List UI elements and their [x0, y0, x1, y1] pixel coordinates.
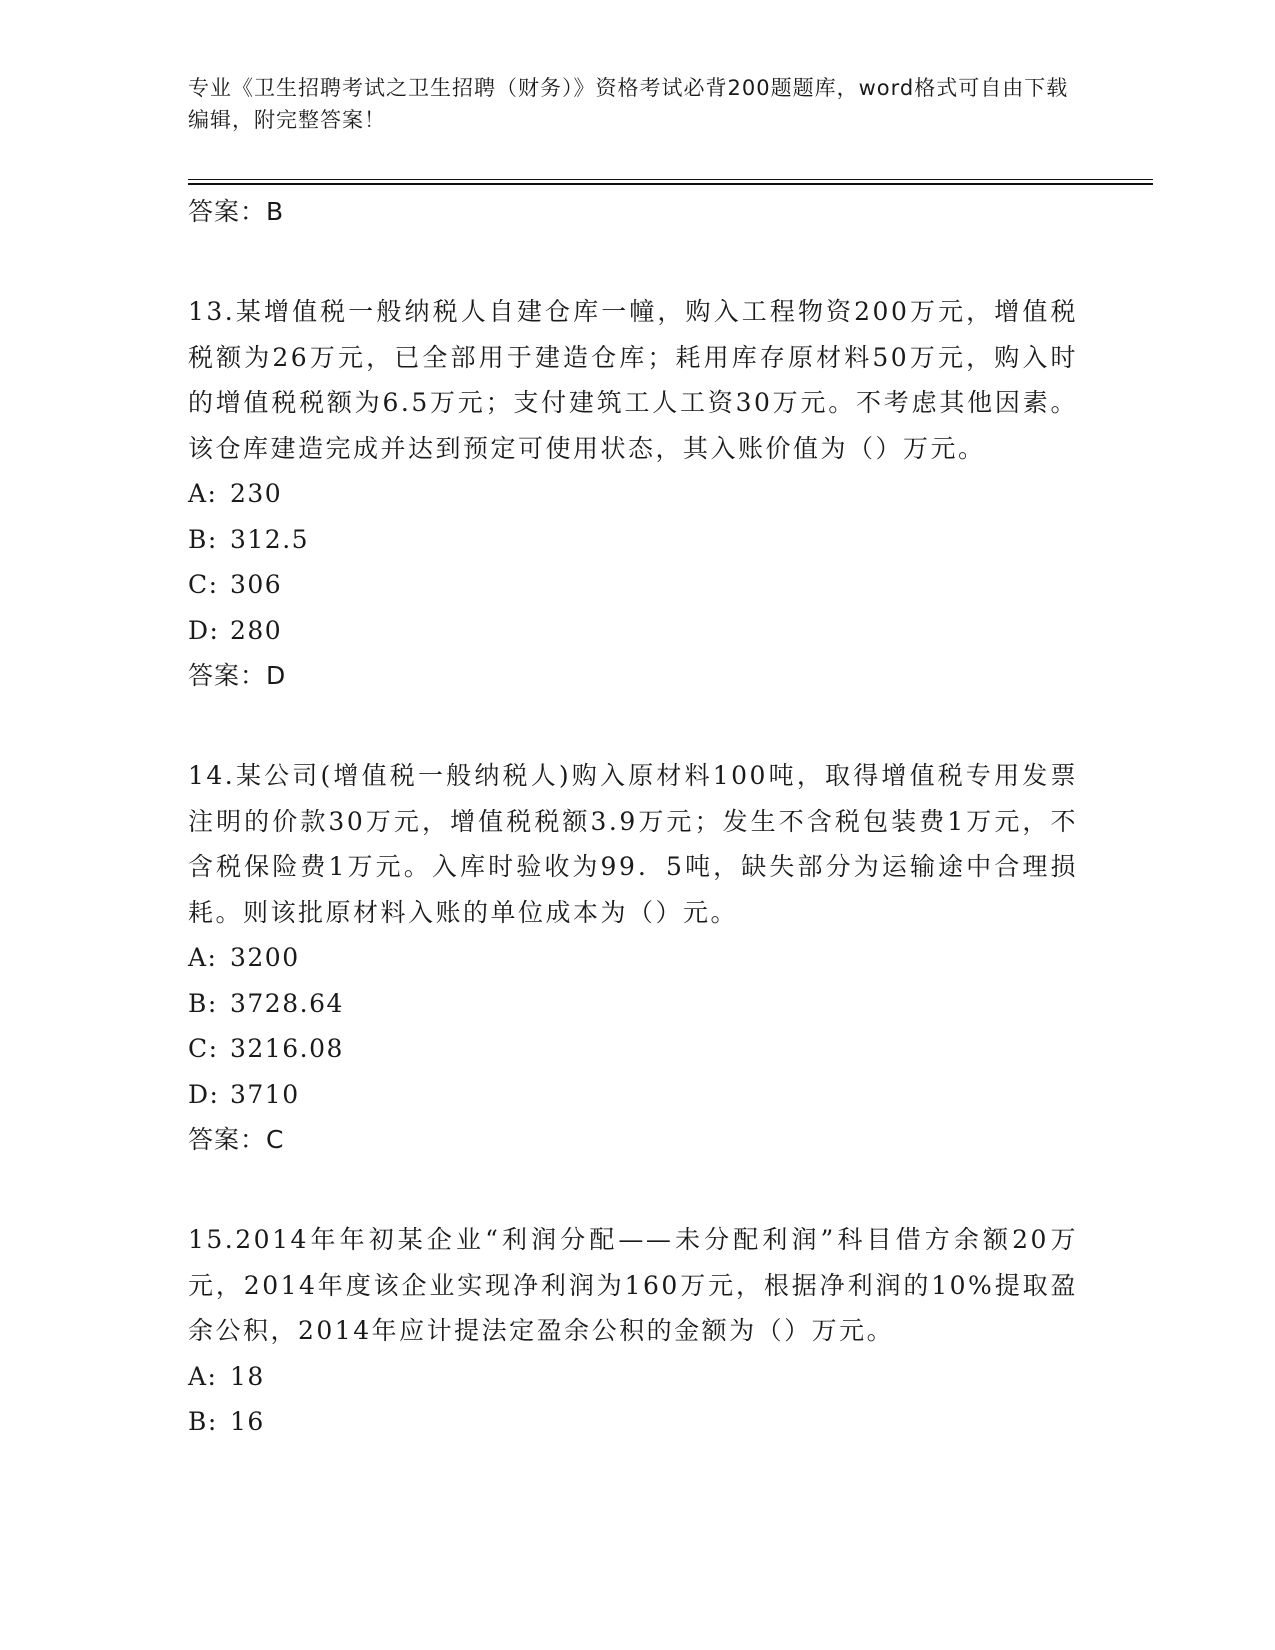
option-key: B: [188, 1407, 218, 1436]
option-key: D: [188, 1079, 220, 1109]
option-d [188, 608, 1078, 654]
option-key: B: [188, 988, 218, 1018]
document-header: 专业《卫生招聘考试之卫生招聘（财务）》资格考试必背200题题库，word格式可自由下载编辑，附完整答案！ [188, 76, 1069, 132]
option-a [188, 935, 1078, 981]
question-stem: 13.某增值税一般纳税人自建仓库一幢，购入工程物资200万元，增值税税额为26万元，已全部用于建造仓库；耗用库存原材料50万元，购入时的增值税税额为6.5万元；支付建筑工人工资30万元。不考虑其他因素。该仓库建造完成并达到预定可使用状态，其入账价值为（）万元。 [188, 297, 1078, 463]
option-key: C: [188, 1034, 219, 1063]
option-key: A: [188, 479, 218, 508]
option-b [188, 1399, 1078, 1445]
option-b [188, 981, 1078, 1027]
option-value: 3728.64 [230, 988, 344, 1018]
option-value: 18 [230, 1361, 265, 1391]
answer-line: 答案：D [188, 661, 287, 690]
option-value: 312.5 [230, 524, 310, 554]
question-stem: 15.2014年年初某企业“利润分配——未分配利润”科目借方余额20万元，2014年度该企业实现净利润为160万元，根据净利润的10%提取盈余公积，2014年应计提法定盈余公积的金额为（）万元。 [188, 1225, 1078, 1345]
question-stem: 14.某公司(增值税一般纳税人)购入原材料100吨，取得增值税专用发票注明的价款30万元，增值税税额3.9万元；发生不含税包装费1万元，不含税保险费1万元。入库时验收为99．5吨，缺失部分为运输途中合理损耗。则该批原材料入账的单位成本为（）元。 [188, 761, 1078, 927]
option-value: 3200 [230, 943, 300, 972]
option-key: B: [188, 524, 218, 554]
option-key: C: [188, 570, 219, 599]
option-value: 3216.08 [230, 1034, 344, 1063]
option-value: 230 [230, 479, 283, 508]
option-value: 306 [230, 570, 283, 599]
option-c [188, 562, 1078, 608]
question-15 [188, 1217, 1078, 1445]
option-d [188, 1072, 1078, 1118]
question-14 [188, 753, 1078, 1163]
option-key: A: [188, 943, 218, 972]
option-a [188, 471, 1078, 517]
previous-answer: 答案：B [188, 197, 285, 226]
option-key: A: [188, 1361, 218, 1391]
option-value: 3710 [230, 1079, 300, 1109]
answer-line: 答案：C [188, 1125, 285, 1154]
option-key: D: [188, 615, 220, 645]
document-body [188, 189, 1078, 1445]
option-value: 16 [230, 1407, 265, 1436]
option-c [188, 1026, 1078, 1072]
option-b [188, 517, 1078, 563]
header-divider-top [188, 179, 1153, 180]
option-a [188, 1354, 1078, 1400]
question-13 [188, 289, 1078, 699]
option-value: 280 [230, 615, 283, 645]
header-divider-bottom [188, 183, 1153, 185]
